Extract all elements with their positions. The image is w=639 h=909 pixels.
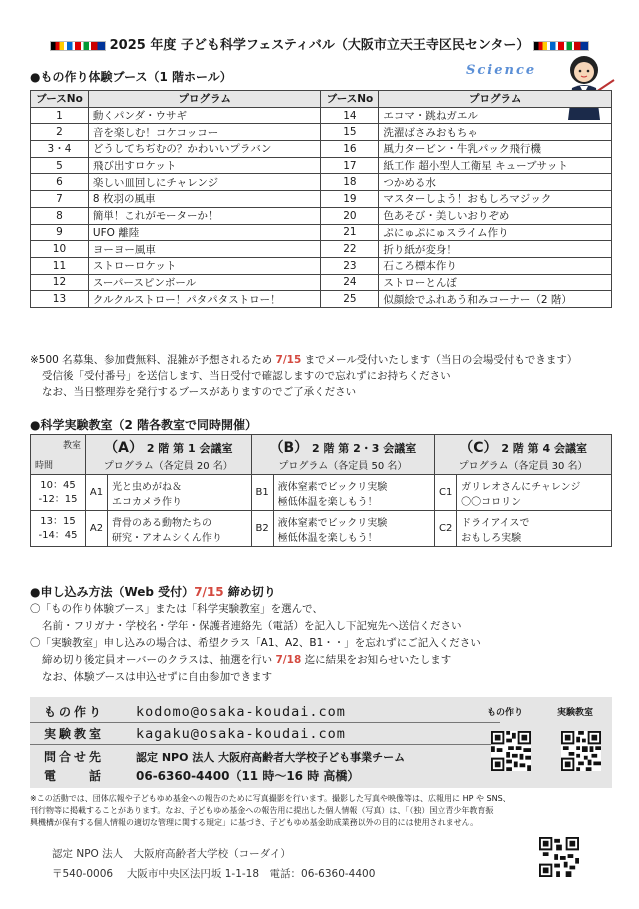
room-letter: （A） bbox=[104, 440, 143, 456]
room-letter: （B） bbox=[269, 440, 309, 456]
room-header bbox=[435, 435, 612, 475]
booth-program: ストローロケット bbox=[88, 257, 321, 274]
time-start: 10：45 bbox=[40, 479, 76, 491]
booth-table bbox=[30, 90, 612, 308]
class-program bbox=[108, 511, 252, 547]
booth-number: 1 bbox=[31, 107, 89, 124]
corner-room-label: 教室 bbox=[62, 441, 81, 451]
booth-number: 17 bbox=[321, 157, 379, 174]
footer-org: 認定 NPO 法人 大阪府高齢者大学校（コーダイ） bbox=[52, 848, 291, 860]
booth-number: 22 bbox=[321, 241, 379, 258]
note-text: 受信後「受付番号」を送信します、当日受付で確認しますので忘れずにお持ちください bbox=[42, 370, 451, 382]
room-name: 2 階 第 2・3 会議室 bbox=[308, 442, 417, 455]
apply-title: ●申し込み方法（Web 受付） bbox=[30, 585, 195, 599]
email-monozukuri[interactable]: kodomo@osaka-koudai.com bbox=[136, 704, 346, 720]
class-code: C1 bbox=[435, 475, 457, 511]
class-program-line: エコカメラ作り bbox=[112, 496, 182, 508]
result-date: 7/18 bbox=[275, 654, 302, 666]
contact-label: 実験教室 bbox=[44, 727, 105, 741]
qr-code-icon[interactable] bbox=[561, 731, 601, 771]
class-code: B2 bbox=[251, 511, 273, 547]
table-row bbox=[31, 207, 612, 224]
booth-number: 8 bbox=[31, 207, 89, 224]
time-end: -14：45 bbox=[38, 529, 78, 541]
class-program-line: ドライアイスで bbox=[461, 517, 530, 529]
booth-number: 25 bbox=[321, 291, 379, 308]
booth-number: 24 bbox=[321, 274, 379, 291]
class-program-line: 液体窒素でビックリ実験 bbox=[277, 481, 388, 493]
fine-print-line: ※この活動では、団体広報や子どもゆめ基金への報告のために写真撮影を行います。撮影した写真や映像等は、広報用に HP や SNS、 bbox=[30, 794, 511, 803]
booth-program: ストローとんぼ bbox=[379, 274, 612, 291]
table-row bbox=[31, 124, 612, 141]
contact-label: 電 話 bbox=[44, 769, 105, 783]
booth-program: 洗濯ばさみおもちゃ bbox=[379, 124, 612, 141]
booth-notes bbox=[30, 352, 620, 400]
room-capacity: プログラム（各定員 20 名） bbox=[103, 461, 233, 472]
lab-corner-cell bbox=[31, 435, 86, 475]
time-slot bbox=[31, 475, 86, 511]
qr-label: もの作り bbox=[487, 708, 524, 718]
table-row bbox=[31, 191, 612, 208]
booth-number: 6 bbox=[31, 174, 89, 191]
lab-slot-row bbox=[31, 475, 612, 511]
booth-section-title: ●もの作り体験ブース（1 階ホール） bbox=[30, 70, 232, 84]
table-row bbox=[31, 274, 612, 291]
fine-print-line: 興機構が保有する個人情報の適切な管理に関する規定」に基づき、子どもゆめ基金助成業務以外の目的には使用されません。 bbox=[30, 818, 479, 827]
booth-number: 14 bbox=[321, 107, 379, 124]
class-code: C2 bbox=[435, 511, 457, 547]
booth-program: ぷにゅぷにゅスライム作り bbox=[379, 224, 612, 241]
qr-code-icon[interactable] bbox=[491, 731, 531, 771]
class-program-line: 背骨のある動物たちの bbox=[112, 517, 212, 529]
booth-program: 折り紙が変身！ bbox=[379, 241, 612, 258]
flags-icon bbox=[50, 41, 106, 51]
time-slot bbox=[31, 511, 86, 547]
table-row bbox=[31, 157, 612, 174]
apply-deadline: 7/15 bbox=[194, 585, 224, 599]
class-program-line: 光と虫めがね＆ bbox=[112, 481, 182, 493]
booth-number: 18 bbox=[321, 174, 379, 191]
room-name: 2 階 第 1 会議室 bbox=[142, 442, 233, 455]
booth-program: 飛び出すロケット bbox=[88, 157, 321, 174]
class-program bbox=[457, 511, 612, 547]
class-program-line: 極低体温を楽しもう！ bbox=[277, 532, 378, 544]
class-program-line: おもしろ実験 bbox=[461, 532, 522, 544]
booth-number: 20 bbox=[321, 207, 379, 224]
booth-program: 8 枚羽の風車 bbox=[88, 191, 321, 208]
booth-number: 7 bbox=[31, 191, 89, 208]
footer-address: 〒540-0006 大阪市中央区法円坂 1-1-18 電話：06-6360-4400 bbox=[52, 868, 376, 880]
class-program bbox=[273, 475, 435, 511]
footer-qr-code-icon[interactable] bbox=[539, 837, 579, 877]
booth-program: つかめる水 bbox=[379, 174, 612, 191]
apply-text: 〇「実験教室」申し込みの場合は、希望クラス「A1、A2、B1・・」を忘れずにご記入ください bbox=[30, 637, 481, 649]
col-header-no: ブースNo bbox=[31, 91, 89, 108]
lab-header-row bbox=[31, 435, 612, 475]
class-program-line: 研究・アオムシくん作り bbox=[112, 532, 222, 544]
apply-text: 名前・フリガナ・学校名・学年・保護者連絡先（電話）を記入し下記宛先へ送信ください bbox=[42, 620, 462, 632]
lab-slot-row bbox=[31, 511, 612, 547]
booth-program: スーパースピンボール bbox=[88, 274, 321, 291]
booth-program: クルクルストロー！パタパタストロー！ bbox=[88, 291, 321, 308]
booth-program: ヨーヨー風車 bbox=[88, 241, 321, 258]
contact-phone: 06-6360-4400（11 時～16 時 高橋） bbox=[136, 769, 360, 783]
booth-program: 動くパンダ・ウサギ bbox=[88, 107, 321, 124]
apply-text: 〇「もの作り体験ブース」または「科学実験教室」を選んで、 bbox=[30, 603, 323, 615]
class-code: B1 bbox=[251, 475, 273, 511]
booth-program: 風力タービン・牛乳パック飛行機 bbox=[379, 141, 612, 158]
email-jikken[interactable]: kagaku@osaka-koudai.com bbox=[136, 726, 346, 742]
booth-number: 9 bbox=[31, 224, 89, 241]
room-header bbox=[251, 435, 435, 475]
class-program bbox=[457, 475, 612, 511]
room-letter: （C） bbox=[459, 440, 498, 456]
booth-number: 16 bbox=[321, 141, 379, 158]
col-header-program: プログラム bbox=[88, 91, 321, 108]
science-label: Science bbox=[466, 63, 537, 78]
apply-text: 迄に結果をお知らせいたします bbox=[301, 654, 452, 666]
col-header-program: プログラム bbox=[379, 91, 612, 108]
booth-program: 紙工作 超小型人工衛星 キューブサット bbox=[379, 157, 612, 174]
booth-number: 23 bbox=[321, 257, 379, 274]
table-row bbox=[31, 174, 612, 191]
booth-program: 石ころ標本作り bbox=[379, 257, 612, 274]
room-capacity: プログラム（各定員 30 名） bbox=[458, 461, 588, 472]
booth-program: マスターしよう！おもしろマジック bbox=[379, 191, 612, 208]
booth-number: 5 bbox=[31, 157, 89, 174]
time-start: 13：15 bbox=[40, 515, 76, 527]
booth-number: 11 bbox=[31, 257, 89, 274]
deadline-date: 7/15 bbox=[275, 354, 302, 366]
class-program-line: ガリレオさんにチャレンジ bbox=[461, 481, 581, 493]
contact-box bbox=[30, 697, 612, 788]
booth-program: UFO 離陸 bbox=[88, 224, 321, 241]
booth-program: 簡単！これがモーターか！ bbox=[88, 207, 321, 224]
room-header bbox=[86, 435, 252, 475]
qr-label: 実験教室 bbox=[557, 708, 594, 718]
class-program-line: 〇〇コロリン bbox=[461, 496, 522, 508]
time-end: -12：15 bbox=[38, 493, 78, 505]
booth-number: 19 bbox=[321, 191, 379, 208]
lab-table bbox=[30, 434, 612, 547]
table-row bbox=[31, 224, 612, 241]
booth-program: エコマ・跳ねガエル bbox=[379, 107, 612, 124]
apply-text: なお、体験ブースは申込せずに自由参加できます bbox=[42, 671, 273, 683]
apply-title-suffix: 締め切り bbox=[223, 585, 276, 599]
table-row bbox=[31, 257, 612, 274]
class-program-line: 極低体温を楽しもう！ bbox=[277, 496, 378, 508]
booth-program: 似顔絵でふれあう和みコーナー（2 階） bbox=[379, 291, 612, 308]
class-program bbox=[273, 511, 435, 547]
fine-print bbox=[30, 793, 614, 829]
booth-number: 12 bbox=[31, 274, 89, 291]
class-code: A2 bbox=[86, 511, 108, 547]
booth-program: 楽しい皿回しにチャレンジ bbox=[88, 174, 321, 191]
room-name: 2 階 第 4 会議室 bbox=[497, 442, 587, 455]
class-code: A1 bbox=[86, 475, 108, 511]
table-row bbox=[31, 107, 612, 124]
lab-section-title: ●科学実験教室（2 階各教室で同時開催） bbox=[30, 418, 257, 432]
col-header-no: ブースNo bbox=[321, 91, 379, 108]
booth-number: 21 bbox=[321, 224, 379, 241]
fine-print-line: 刊行物等に掲載することがあります。なお、子どもゆめ基金への報告用に提出した個人情報（写真）は、「（独）国立青少年教育振 bbox=[30, 806, 494, 815]
booth-program: 音を楽しむ！コケコッコー bbox=[88, 124, 321, 141]
contact-label: もの作り bbox=[44, 705, 105, 719]
apply-section bbox=[30, 584, 620, 686]
table-header-row bbox=[31, 91, 612, 108]
page-header bbox=[0, 34, 639, 53]
booth-number: 3・4 bbox=[31, 141, 89, 158]
table-row bbox=[31, 141, 612, 158]
class-program bbox=[108, 475, 252, 511]
note-text: までメール受付いたします（当日の会場受付もできます） bbox=[301, 354, 578, 366]
contact-org: 認定 NPO 法人 大阪府高齢者大学校子ども事業チーム bbox=[136, 751, 406, 764]
note-text: なお、当日整理券を発行するブースがありますのでご了承ください bbox=[42, 386, 357, 398]
note-text: ※500 名募集、参加費無料、混雑が予想されるため bbox=[30, 354, 276, 366]
booth-number: 15 bbox=[321, 124, 379, 141]
class-program-line: 液体窒素でビックリ実験 bbox=[277, 517, 388, 529]
page-title: 2025 年度 子ども科学フェスティバル（大阪市立天王寺区民センター） bbox=[109, 38, 530, 53]
table-row bbox=[31, 291, 612, 308]
booth-number: 2 bbox=[31, 124, 89, 141]
booth-number: 13 bbox=[31, 291, 89, 308]
corner-time-label: 時間 bbox=[35, 461, 54, 471]
booth-program: 色あそび・美しいおりぞめ bbox=[379, 207, 612, 224]
room-capacity: プログラム（各定員 50 名） bbox=[278, 461, 408, 472]
table-row bbox=[31, 241, 612, 258]
booth-number: 10 bbox=[31, 241, 89, 258]
booth-program: どうしてちぢむの？かわいいプラバン bbox=[88, 141, 321, 158]
apply-text: 締め切り後定員オーバーのクラスは、抽選を行い bbox=[42, 654, 276, 666]
contact-label: 問合せ先 bbox=[44, 750, 105, 764]
